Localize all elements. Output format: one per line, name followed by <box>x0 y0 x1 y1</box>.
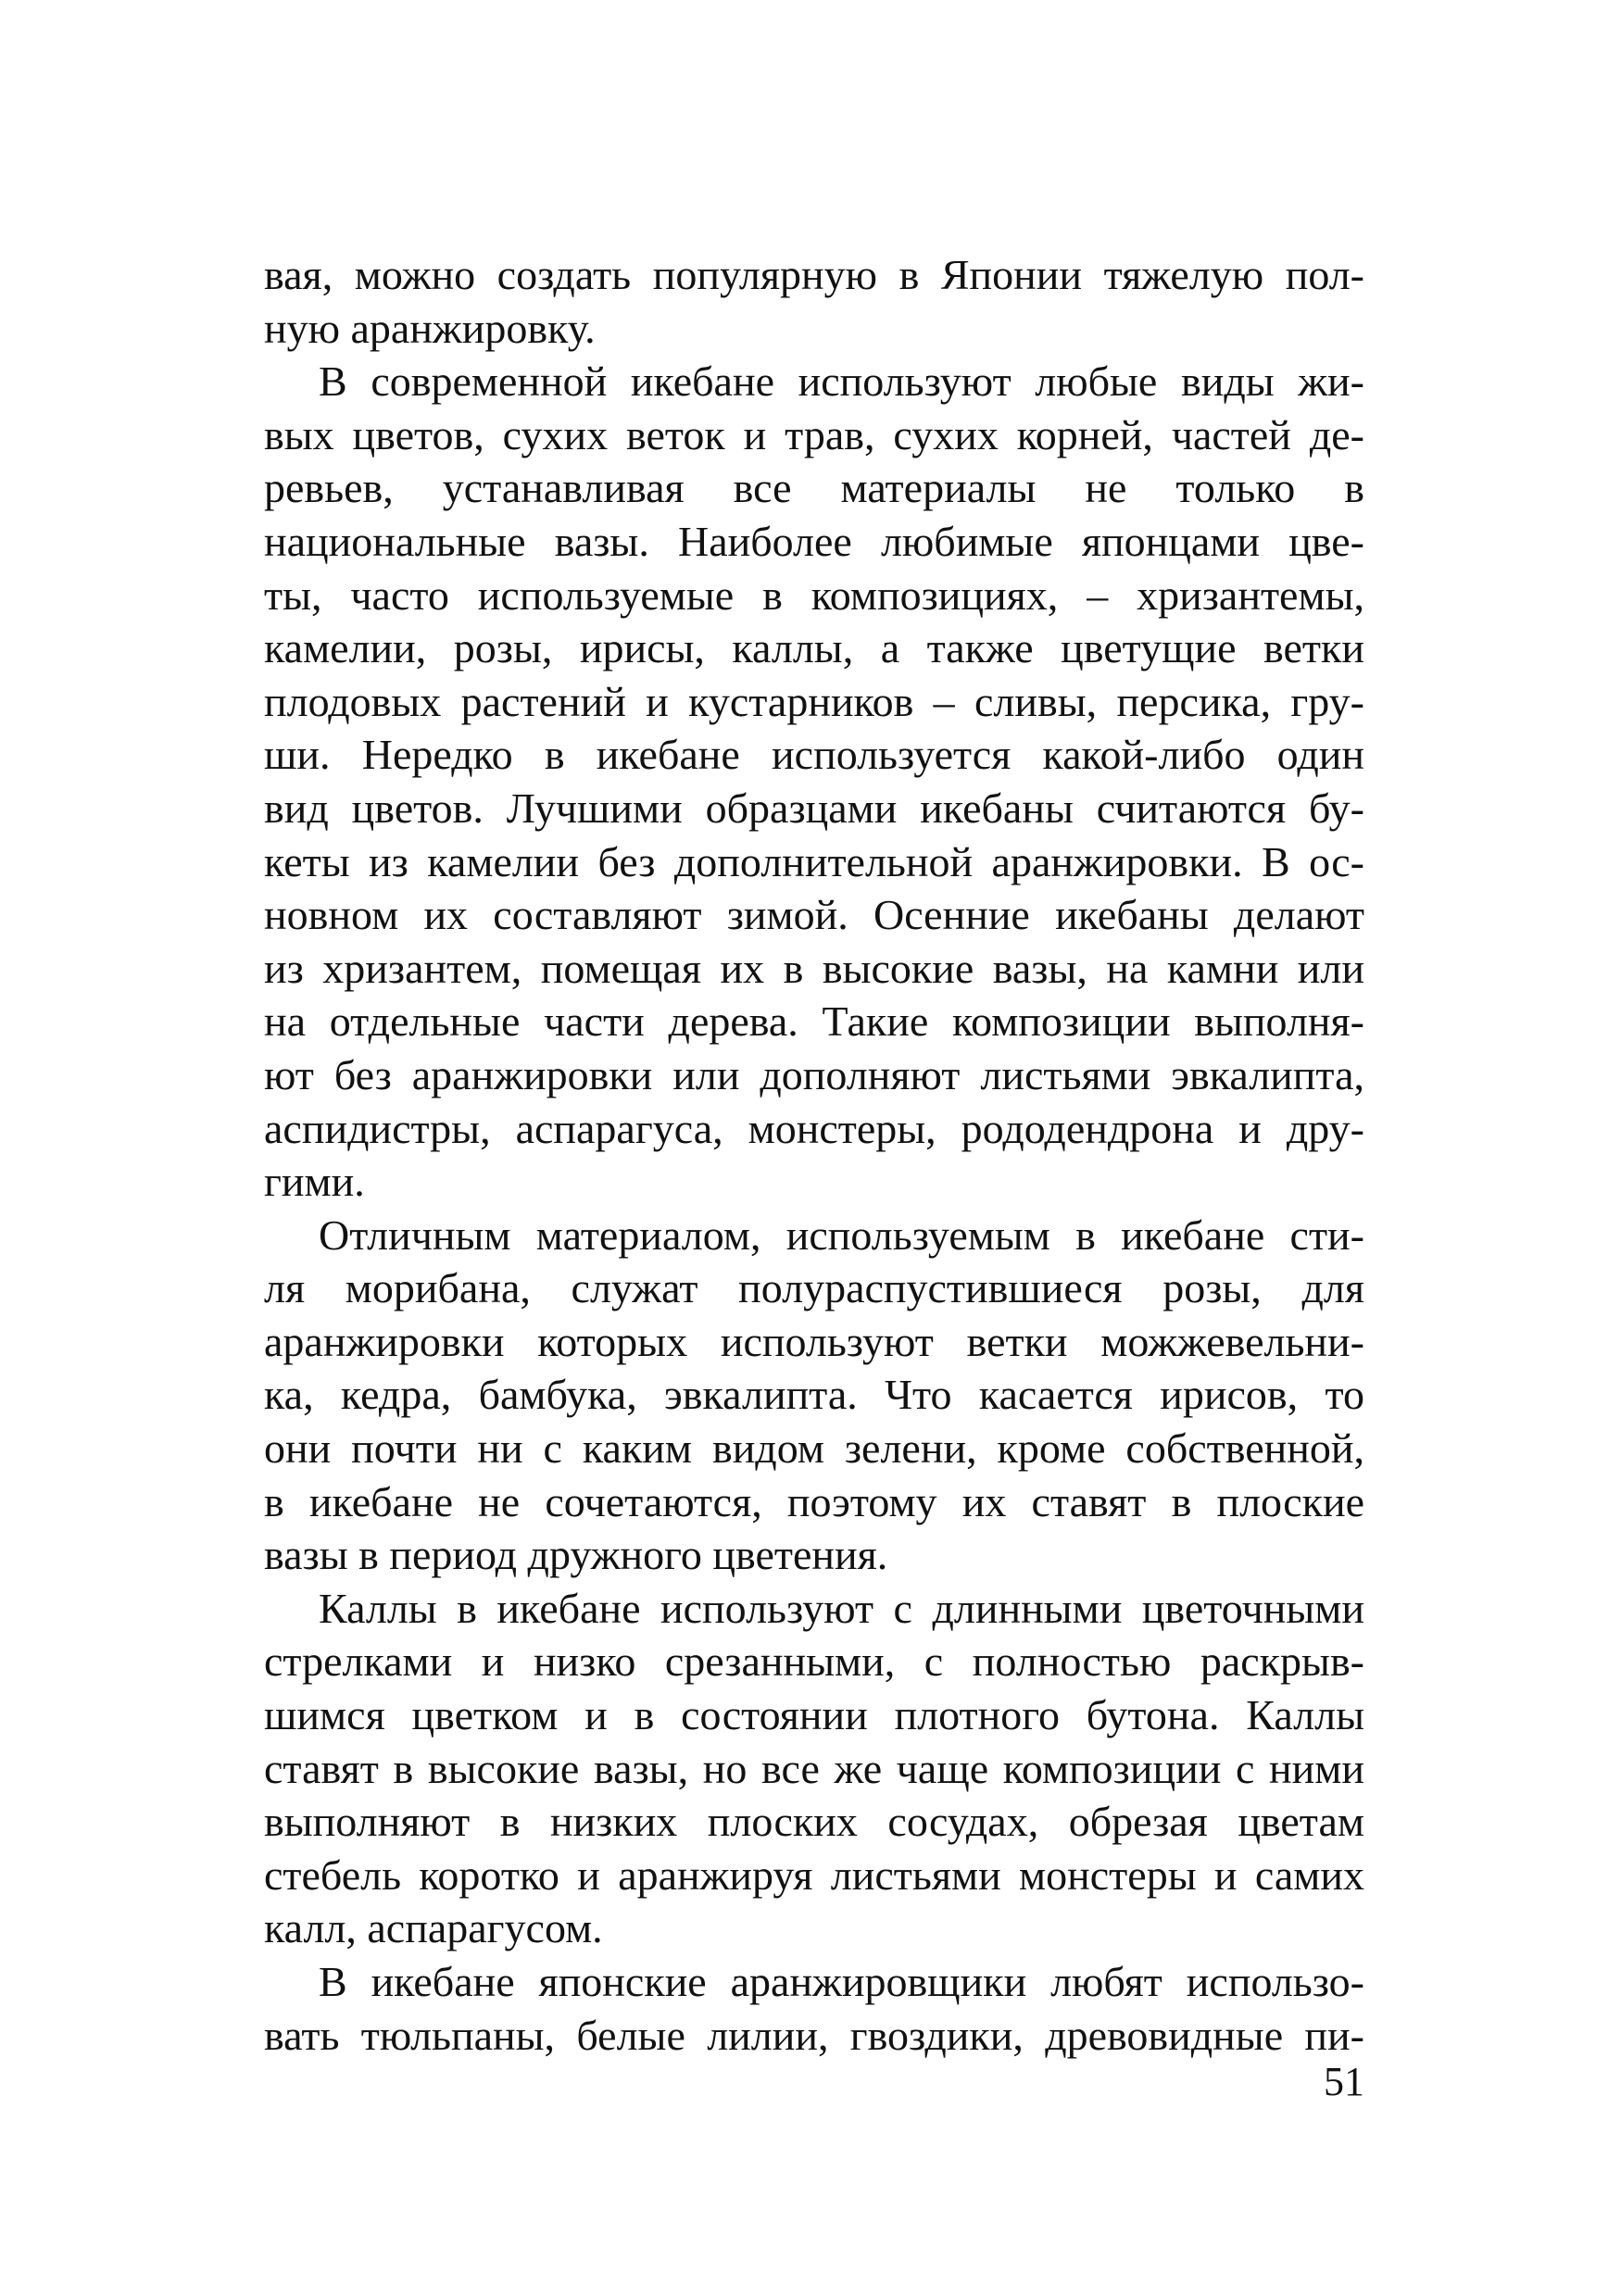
text-line: они почти ни с каким видом зелени, кроме собственной, <box>264 1424 1364 1473</box>
text-line: ка, кедра, бамбука, эвкалипта. Что касается ирисов, то <box>264 1371 1364 1419</box>
text-line: калл, аспарагусом. <box>264 1904 603 1952</box>
text-line: в икебане не сочетаются, поэтому их ставят в плоские <box>264 1477 1364 1525</box>
text-line: В икебане японские аранжировщики любят использо- <box>319 1958 1364 2005</box>
text-line: Каллы в икебане используют с длинными цветочными <box>319 1584 1364 1632</box>
page-number: 51 <box>1324 2059 1364 2104</box>
text-line: гими. <box>264 1158 365 1206</box>
text-line: вых цветов, сухих веток и трав, сухих корней, частей де- <box>264 410 1364 458</box>
text-line: камелии, розы, ирисы, каллы, а также цветущие ветки <box>264 624 1364 672</box>
text-line: ши. Нередко в икебане используется какой-либо один <box>264 731 1364 779</box>
text-line: ставят в высокие вазы, но все же чаще композиции с ними <box>264 1744 1364 1792</box>
text-line: из хризантем, помещая их в высокие вазы, на камни или <box>264 944 1364 992</box>
text-line: национальные вазы. Наиболее любимые японцами цве- <box>264 517 1364 565</box>
text-line: вазы в период дружного цветения. <box>264 1531 888 1579</box>
text-line: вая, можно создать популярную в Японии тяжелую пол- <box>264 251 1364 298</box>
text-line: плодовых растений и кустарников – сливы, персика, гру- <box>264 677 1364 725</box>
text-line: вать тюльпаны, белые лилии, гвоздики, древовидные пи- <box>264 2011 1364 2059</box>
text-line: на отдельные части дерева. Такие композиции выполня- <box>264 997 1364 1046</box>
text-line: шимся цветком и в состоянии плотного бутона. Каллы <box>264 1691 1364 1739</box>
text-line: ревьев, устанавливая все материалы не только в <box>264 464 1364 512</box>
text-line: стрелками и низко срезанными, с полностью раскрыв- <box>264 1637 1364 1686</box>
body-text <box>264 248 1364 2062</box>
text-line: ты, часто используемые в композициях, – хризантемы, <box>264 571 1364 619</box>
text-line: В современной икебане используют любые виды жи- <box>319 358 1364 406</box>
text-line: аспидистры, аспарагуса, монстеры, рододендрона и дру- <box>264 1104 1364 1152</box>
text-line: Отличным материалом, используемым в икебане сти- <box>319 1211 1364 1259</box>
text-line: ют без аранжировки или дополняют листьями эвкалипта, <box>264 1050 1364 1098</box>
text-line: стебель коротко и аранжируя листьями монстеры и самих <box>264 1851 1364 1899</box>
text-line: выполняют в низких плоских сосудах, обрезая цветам <box>264 1798 1364 1846</box>
text-line: кеты из камелии без дополнительной аранжировки. В ос- <box>264 837 1364 885</box>
text-line: новном их составляют зимой. Осенние икебаны делают <box>264 891 1364 939</box>
text-line: ную аранжировку. <box>264 304 596 352</box>
text-line: вид цветов. Лучшими образцами икебаны считаются бу- <box>264 784 1364 832</box>
text-line: ля морибана, служат полураспустившиеся розы, для <box>264 1264 1364 1312</box>
text-line: аранжировки которых используют ветки можжевельни- <box>264 1317 1364 1365</box>
